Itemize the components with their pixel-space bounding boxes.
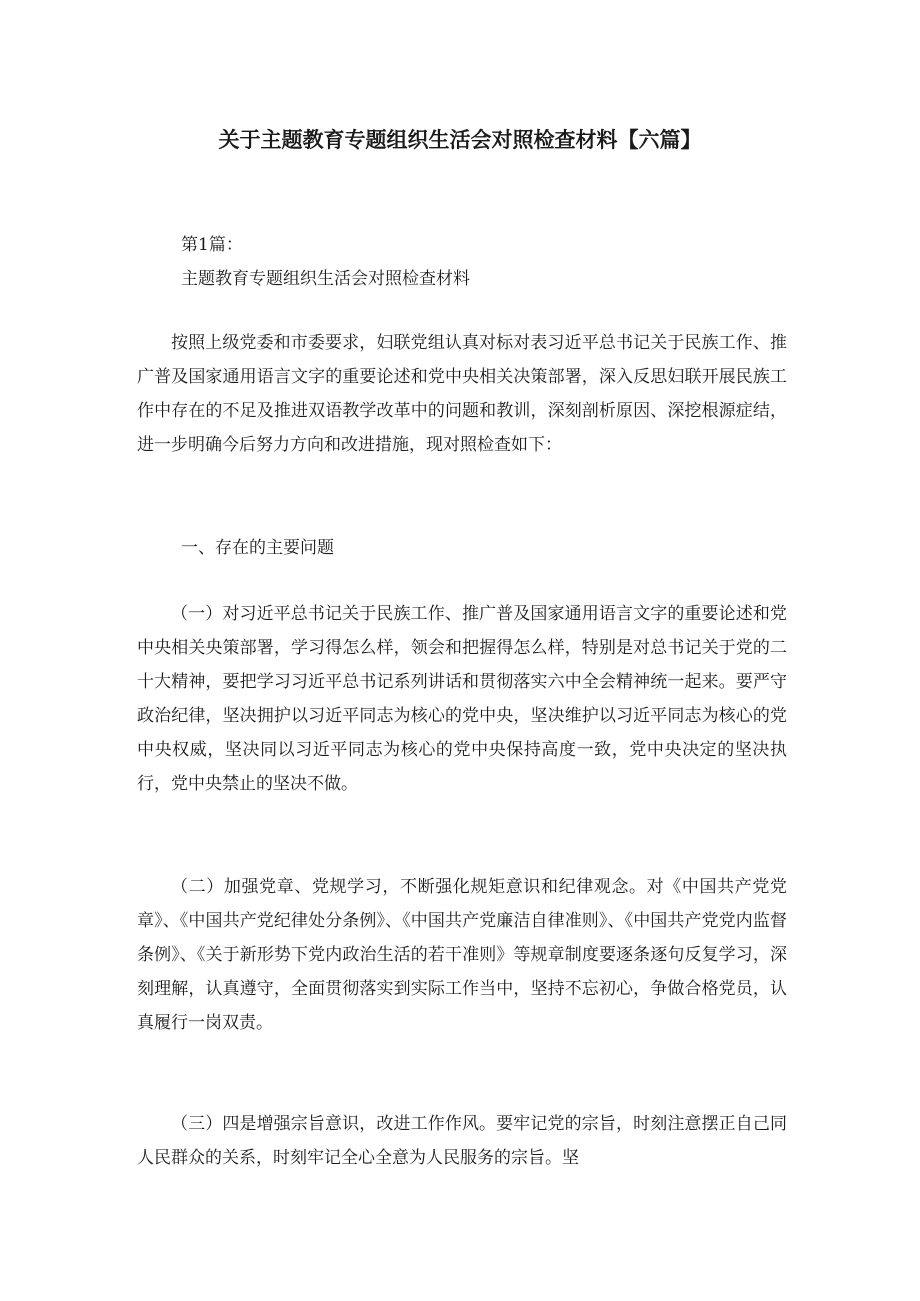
document-title: 关于主题教育专题组织生活会对照检查材料【六篇】 — [218, 128, 702, 152]
intro-paragraph: 按照上级党委和市委要求，妇联党组认真对标对表习近平总书记关于民族工作、推广普及国家通用语言文字的重要论述和党中央相关决策部署，深入反思妇联开展民族工作中存在的不足及推进双语教学改革中的问题和教训，深刻剖析原因、深挖根源症结，进一步明确今后努力方向和改进措施，现对照检查如下： — [137, 333, 787, 455]
section-heading: 一、存在的主要问题 — [181, 538, 334, 558]
paragraph-3: （三）四是增强宗旨意识，改进工作作风。要牢记党的宗旨，时刻注意摆正自己同人民群众的关系，时刻牢记全心全意为人民服务的宗旨。坚 — [137, 1114, 787, 1168]
paragraph-1: （一）对习近平总书记关于民族工作、推广普及国家通用语言文字的重要论述和党中央相关央策部署，学习得怎么样，领会和把握得怎么样，特别是对总书记关于党的二十大精神，要把学习习近平总书记系列讲话和贯彻落实六中全会精神统一起来。要严守政治纪律，坚决拥护以习近平同志为核心的党中央，坚决维护以习近平同志为核心的党中央权威，坚决同以习近平同志为核心的党中央保持高度一致，党中央决定的坚决执行，党中央禁止的坚决不做。 — [137, 604, 787, 794]
paragraph-2: （二）加强党章、党规学习，不断强化规矩意识和纪律观念。对《中国共产党党章》、《中国共产党纪律处分条例》、《中国共产党廉洁自律准则》、《中国共产党党内监督条例》、《关于新形势下党内政治生活的若干准则》等规章制度要逐条逐句反复学习，深刻理解，认真遵守，全面贯彻落实到实际工作当中，坚持不忘初心，争做合格党员，认真履行一岗双责。 — [137, 877, 787, 1033]
part-title: 主题教育专题组织生活会对照检查材料 — [181, 269, 470, 289]
part-label: 第1篇： — [181, 235, 243, 255]
